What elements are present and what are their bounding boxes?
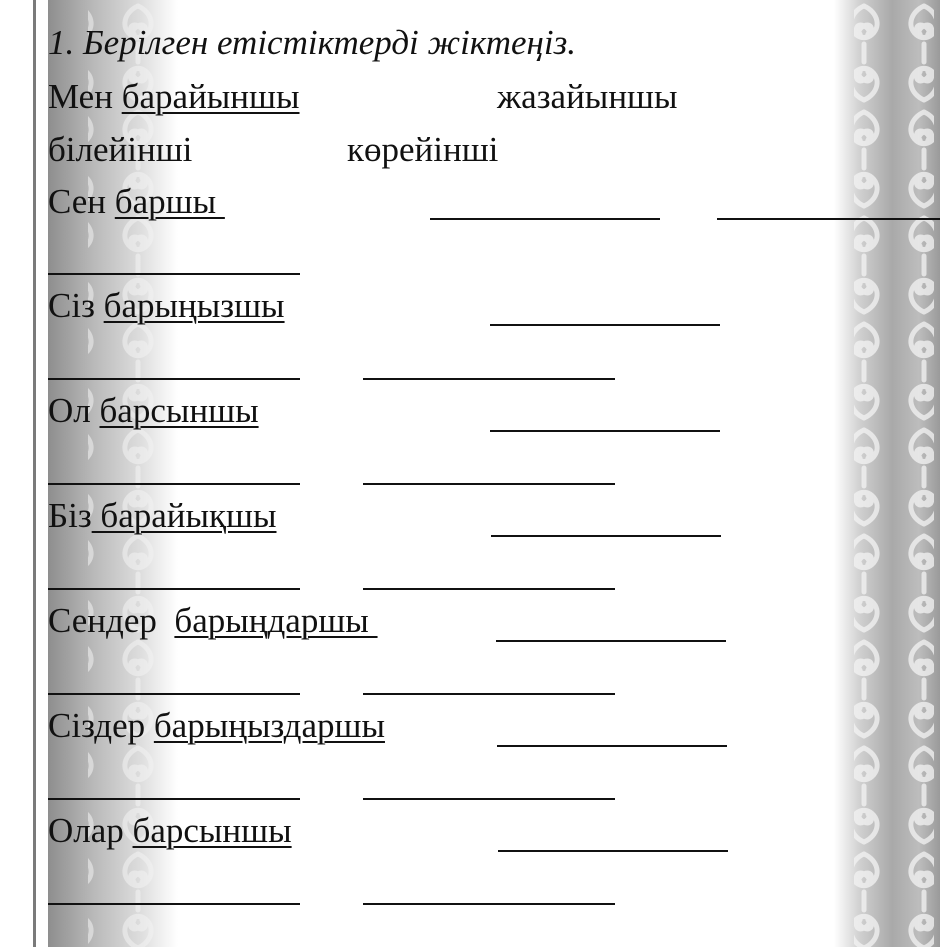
pronoun: Сіздер (48, 706, 146, 745)
row-sen (48, 181, 225, 223)
row-sizder (48, 705, 385, 747)
pronoun: Мен (48, 77, 113, 116)
answer-blank[interactable] (48, 903, 300, 905)
answer-blank[interactable] (490, 430, 720, 432)
answer-blank[interactable] (717, 218, 940, 220)
answer-blank[interactable] (490, 324, 720, 326)
row-biz (48, 495, 277, 537)
verb-sample: барайықшы (91, 496, 277, 535)
answer-blank[interactable] (48, 588, 300, 590)
answer-blank[interactable] (491, 535, 721, 537)
answer-blank[interactable] (363, 693, 615, 695)
verb-sample: барайыншы (121, 77, 300, 116)
row-ol (48, 390, 259, 432)
pronoun: Сен (48, 182, 107, 221)
answer-blank[interactable] (48, 693, 300, 695)
verb-sample: баршы (114, 182, 225, 221)
answer-blank[interactable] (363, 903, 615, 905)
verb-sample: барсыншы (99, 391, 259, 430)
answer-blank[interactable] (363, 798, 615, 800)
answer-blank[interactable] (48, 798, 300, 800)
example-verb: жазайыншы (497, 77, 678, 116)
row-men (48, 76, 300, 118)
pronoun: Біз (48, 496, 92, 535)
answer-blank[interactable] (430, 218, 660, 220)
example-verb: көрейінші (347, 130, 499, 169)
verb-sample: барсыншы (132, 811, 292, 850)
example-verb: білейінші (48, 130, 193, 169)
answer-blank[interactable] (48, 483, 300, 485)
verb-sample: барыңыздаршы (153, 706, 385, 745)
answer-blank[interactable] (498, 850, 728, 852)
row-siz (48, 285, 285, 327)
pronoun: Сіз (48, 286, 95, 325)
row-sender (48, 600, 378, 642)
verb-sample: барыңызшы (103, 286, 285, 325)
answer-blank[interactable] (48, 378, 300, 380)
pronoun: Сендер (48, 601, 157, 640)
answer-blank[interactable] (363, 588, 615, 590)
answer-blank[interactable] (363, 378, 615, 380)
row-olar (48, 810, 292, 852)
answer-blank[interactable] (497, 745, 727, 747)
answer-blank[interactable] (48, 273, 300, 275)
answer-blank[interactable] (496, 640, 726, 642)
pronoun: Олар (48, 811, 124, 850)
pronoun: Ол (48, 391, 91, 430)
verb-sample: барыңдаршы (174, 601, 378, 640)
exercise-title: 1. Берілген етістіктерді жіктеңіз. (48, 23, 577, 62)
answer-blank[interactable] (363, 483, 615, 485)
